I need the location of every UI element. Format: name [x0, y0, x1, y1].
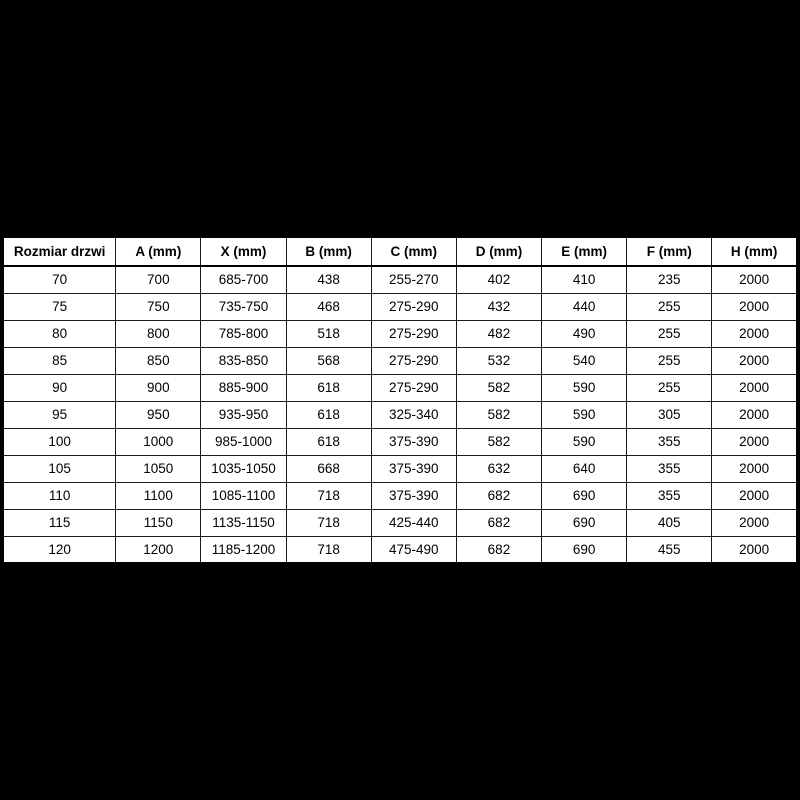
- table-row: [3, 320, 797, 347]
- table-cell: 2000: [712, 374, 797, 401]
- table-cell: 1000: [116, 428, 201, 455]
- table-cell: 115: [3, 509, 116, 536]
- table-cell: 255-270: [371, 266, 456, 293]
- table-cell: 255: [627, 374, 712, 401]
- header-a-mm: A (mm): [116, 237, 201, 266]
- table-cell: 2000: [712, 401, 797, 428]
- table-cell: 718: [286, 509, 371, 536]
- table-cell: 432: [456, 293, 541, 320]
- table-cell: 518: [286, 320, 371, 347]
- table-cell: 718: [286, 482, 371, 509]
- table-cell: 682: [456, 482, 541, 509]
- table-cell: 568: [286, 347, 371, 374]
- table-cell: 402: [456, 266, 541, 293]
- table-cell: 355: [627, 428, 712, 455]
- table-cell: 375-390: [371, 482, 456, 509]
- table-cell: 438: [286, 266, 371, 293]
- table-row: [3, 482, 797, 509]
- table-cell: 275-290: [371, 374, 456, 401]
- table-cell: 490: [542, 320, 627, 347]
- table-cell: 90: [3, 374, 116, 401]
- table-cell: 85: [3, 347, 116, 374]
- table-cell: 75: [3, 293, 116, 320]
- table-cell: 532: [456, 347, 541, 374]
- table-cell: 2000: [712, 320, 797, 347]
- table-row: [3, 428, 797, 455]
- table-cell: 255: [627, 293, 712, 320]
- table-cell: 355: [627, 482, 712, 509]
- table-cell: 375-390: [371, 428, 456, 455]
- table-cell: 950: [116, 401, 201, 428]
- header-f-mm: F (mm): [627, 237, 712, 266]
- table-cell: 475-490: [371, 536, 456, 563]
- header-rozmiar-drzwi: Rozmiar drzwi: [3, 237, 116, 266]
- table-cell: 685-700: [201, 266, 286, 293]
- table-cell: 235: [627, 266, 712, 293]
- table-cell: 405: [627, 509, 712, 536]
- table-cell: 1150: [116, 509, 201, 536]
- table-cell: 718: [286, 536, 371, 563]
- table-cell: 618: [286, 374, 371, 401]
- table-cell: 700: [116, 266, 201, 293]
- table-cell: 455: [627, 536, 712, 563]
- table-header-row: [3, 237, 797, 266]
- table-cell: 800: [116, 320, 201, 347]
- table-cell: 1050: [116, 455, 201, 482]
- table-cell: 2000: [712, 347, 797, 374]
- table-cell: 590: [542, 374, 627, 401]
- table-cell: 2000: [712, 482, 797, 509]
- table-cell: 590: [542, 401, 627, 428]
- table-row: [3, 509, 797, 536]
- table-cell: 750: [116, 293, 201, 320]
- table-row: [3, 401, 797, 428]
- header-e-mm: E (mm): [542, 237, 627, 266]
- table-cell: 900: [116, 374, 201, 401]
- table-cell: 590: [542, 428, 627, 455]
- table-cell: 885-900: [201, 374, 286, 401]
- table-cell: 468: [286, 293, 371, 320]
- table-body: [3, 266, 797, 563]
- table-cell: 440: [542, 293, 627, 320]
- table-cell: 682: [456, 536, 541, 563]
- table-cell: 640: [542, 455, 627, 482]
- table-cell: 2000: [712, 428, 797, 455]
- table-cell: 2000: [712, 509, 797, 536]
- header-x-mm: X (mm): [201, 237, 286, 266]
- dimensions-table: [2, 236, 798, 564]
- table-cell: 110: [3, 482, 116, 509]
- table-cell: 690: [542, 482, 627, 509]
- table-cell: 255: [627, 320, 712, 347]
- table-cell: 582: [456, 401, 541, 428]
- table-cell: 785-800: [201, 320, 286, 347]
- table-cell: 355: [627, 455, 712, 482]
- table-cell: 275-290: [371, 320, 456, 347]
- table-cell: 582: [456, 374, 541, 401]
- table-row: [3, 455, 797, 482]
- table-cell: 1185-1200: [201, 536, 286, 563]
- table-cell: 105: [3, 455, 116, 482]
- table-cell: 540: [542, 347, 627, 374]
- table-cell: 275-290: [371, 347, 456, 374]
- table-cell: 425-440: [371, 509, 456, 536]
- table-cell: 2000: [712, 455, 797, 482]
- table-cell: 668: [286, 455, 371, 482]
- table-cell: 682: [456, 509, 541, 536]
- table-cell: 632: [456, 455, 541, 482]
- table-cell: 482: [456, 320, 541, 347]
- table-cell: 1035-1050: [201, 455, 286, 482]
- table-cell: 255: [627, 347, 712, 374]
- table-cell: 2000: [712, 536, 797, 563]
- table-cell: 582: [456, 428, 541, 455]
- table-cell: 2000: [712, 266, 797, 293]
- header-h-mm: H (mm): [712, 237, 797, 266]
- table-cell: 305: [627, 401, 712, 428]
- table-cell: 70: [3, 266, 116, 293]
- table-cell: 120: [3, 536, 116, 563]
- table-cell: 850: [116, 347, 201, 374]
- table-row: [3, 536, 797, 563]
- header-c-mm: C (mm): [371, 237, 456, 266]
- table-cell: 375-390: [371, 455, 456, 482]
- table-cell: 100: [3, 428, 116, 455]
- table-cell: 2000: [712, 293, 797, 320]
- header-b-mm: B (mm): [286, 237, 371, 266]
- table-cell: 690: [542, 536, 627, 563]
- table-cell: 735-750: [201, 293, 286, 320]
- table-cell: 1200: [116, 536, 201, 563]
- table-row: [3, 374, 797, 401]
- table-cell: 410: [542, 266, 627, 293]
- table-row: [3, 266, 797, 293]
- table-cell: 275-290: [371, 293, 456, 320]
- table-cell: 1085-1100: [201, 482, 286, 509]
- table-cell: 985-1000: [201, 428, 286, 455]
- table-row: [3, 347, 797, 374]
- header-d-mm: D (mm): [456, 237, 541, 266]
- table-cell: 80: [3, 320, 116, 347]
- table-cell: 690: [542, 509, 627, 536]
- table-cell: 95: [3, 401, 116, 428]
- table-cell: 325-340: [371, 401, 456, 428]
- table-cell: 618: [286, 428, 371, 455]
- table-cell: 1135-1150: [201, 509, 286, 536]
- table-cell: 835-850: [201, 347, 286, 374]
- table-cell: 618: [286, 401, 371, 428]
- table-row: [3, 293, 797, 320]
- table-cell: 1100: [116, 482, 201, 509]
- table-cell: 935-950: [201, 401, 286, 428]
